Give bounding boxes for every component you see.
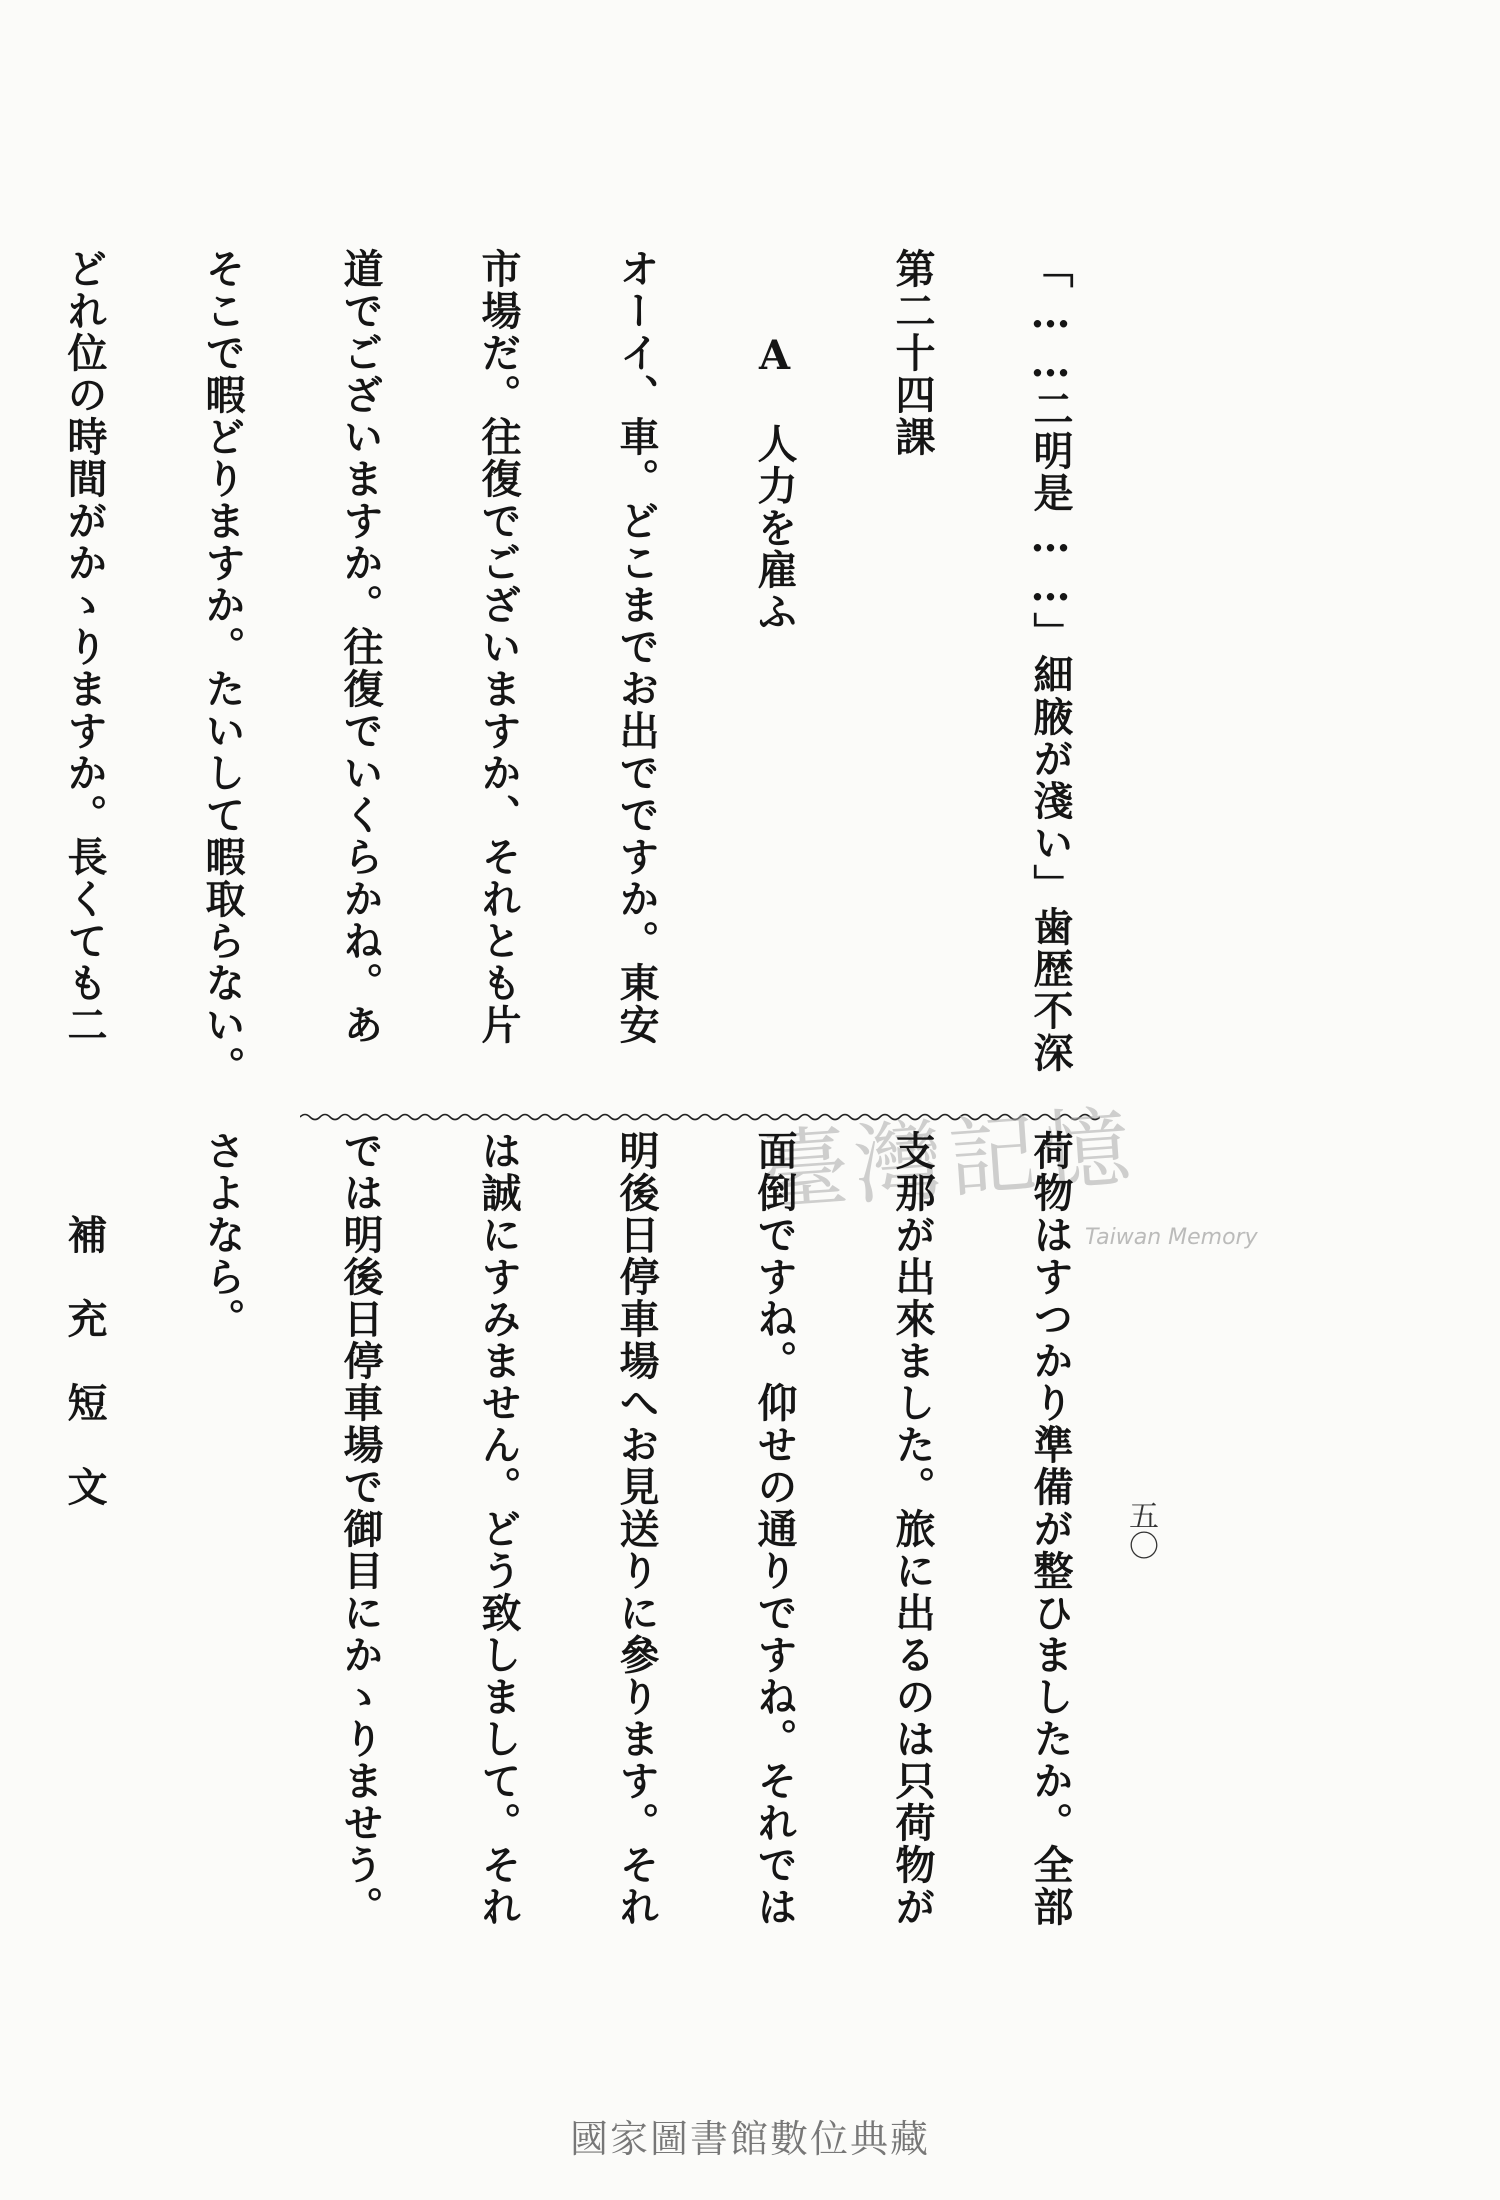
text-line: そこで暇どりますか。たいして暇取らない。: [199, 248, 246, 1088]
text-line: 面倒ですね。仰せの通りですね。それでは: [751, 1130, 798, 1928]
lesson-24-text-top: [0, 248, 1165, 1088]
text-line: 荷物はすつかり準備が整ひましたか。全部: [1027, 1130, 1074, 1928]
section-heading-a: A 人力を雇ふ: [751, 248, 798, 633]
text-line: オーイ、車。どこまでお出でですか。東安: [613, 248, 660, 1046]
watermark-subtext: Taiwan Memory: [1085, 1225, 1258, 1250]
text-line: 市場だ。往復でございますか、それとも片: [475, 248, 522, 1046]
text-line: どれ位の時間がかゝりますか。長くても二: [61, 248, 108, 1046]
lesson-heading: 第二十四課: [889, 248, 936, 458]
text-line: は誠にすみません。どう致しまして。それ: [475, 1130, 522, 1928]
text-line: 「……二明是……」細腋が淺い」歯歴不深: [1027, 248, 1074, 1074]
text-line: 明後日停車場へお見送りに參ります。それ: [613, 1130, 660, 1928]
lesson-24-text-bottom: [0, 1130, 1165, 1950]
archive-footer: 國家圖書館數位典藏: [569, 2117, 930, 2161]
text-line: では明後日停車場で御目にかゝりませう。: [337, 1130, 384, 1928]
text-line: さよなら。: [199, 1130, 246, 1340]
text-line: 道でございますか。往復でいくらかね。あ: [337, 248, 384, 1046]
text-line: 支那が出來ました。旅に出るのは只荷物が: [889, 1130, 936, 1928]
page-number: 五〇: [1123, 1500, 1158, 1560]
watermark-logo: 臺灣記憶: [757, 1094, 1140, 1224]
supplement-heading: 補 充 短 文: [61, 1130, 108, 1508]
